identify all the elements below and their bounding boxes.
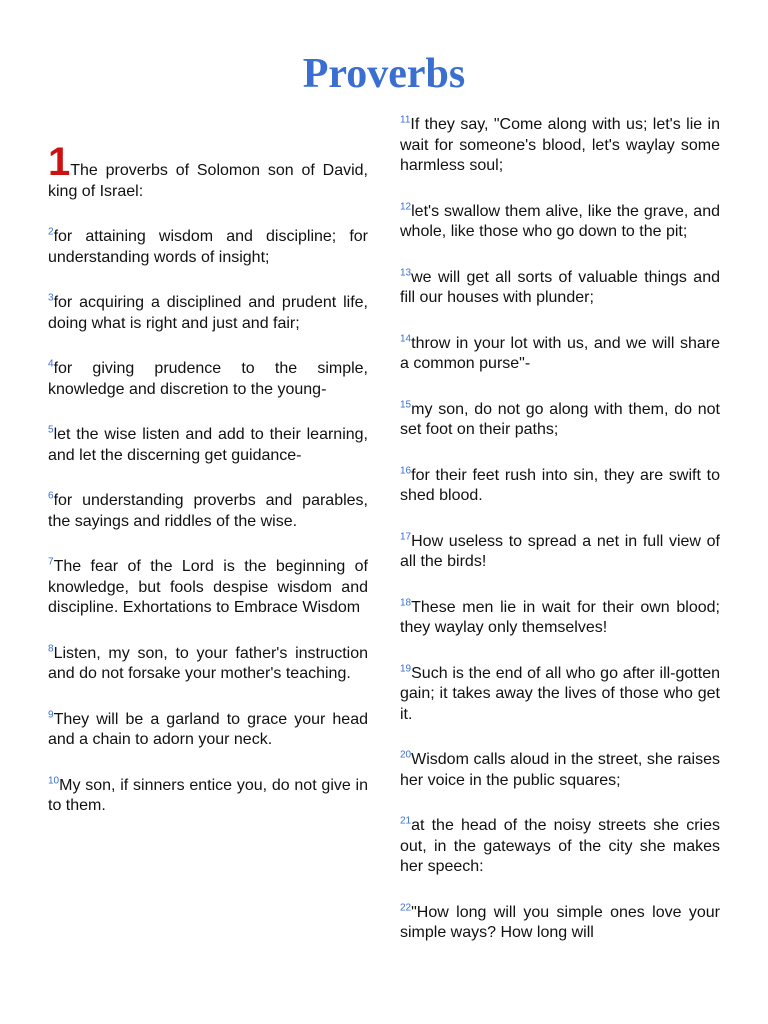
chapter-number: 1 bbox=[48, 140, 71, 184]
verse-text: "How long will you simple ones love your simple ways? How long will bbox=[400, 903, 720, 941]
verse-text: The proverbs of Solomon son of David, king of Israel: bbox=[48, 162, 368, 200]
verse-number: 11 bbox=[400, 115, 411, 126]
verse-text: Such is the end of all who go after ill-gotten gain; it takes away the lives of those who get it. bbox=[400, 664, 720, 723]
verse-number: 9 bbox=[48, 709, 54, 721]
verse-number: 6 bbox=[48, 490, 54, 502]
verse-number: 2 bbox=[48, 226, 54, 238]
verse-text: my son, do not go along with them, do not set foot on their paths; bbox=[400, 400, 720, 438]
verse-number: 4 bbox=[48, 358, 54, 370]
verse-12 bbox=[400, 202, 720, 243]
verse-13 bbox=[400, 268, 720, 309]
verse-text: for understanding proverbs and parables, the sayings and riddles of the wise. bbox=[48, 492, 368, 530]
verse-number: 12 bbox=[400, 201, 412, 213]
verse-3 bbox=[48, 293, 368, 334]
verse-number: 13 bbox=[400, 267, 412, 279]
verse-number: 16 bbox=[400, 465, 412, 477]
verse-1 bbox=[48, 140, 368, 202]
verse-number: 3 bbox=[48, 292, 54, 304]
verse-text: These men lie in wait for their own blood; they waylay only themselves! bbox=[400, 598, 720, 636]
verse-text: we will get all sorts of valuable things and fill our houses with plunder; bbox=[400, 268, 720, 306]
verse-22 bbox=[400, 903, 720, 944]
verse-16 bbox=[400, 466, 720, 507]
verse-number: 14 bbox=[400, 333, 412, 345]
verse-text: My son, if sinners entice you, do not give in to them. bbox=[48, 776, 368, 814]
verse-text: How useless to spread a net in full view of all the birds! bbox=[400, 532, 720, 570]
verse-14 bbox=[400, 334, 720, 375]
verse-text: let's swallow them alive, like the grave, and whole, like those who go down to the pit; bbox=[400, 202, 720, 240]
verse-text: If they say, "Come along with us; let's lie in wait for someone's blood, let's waylay some harmless soul; bbox=[400, 116, 720, 174]
verse-number: 21 bbox=[400, 815, 412, 827]
verse-number: 20 bbox=[400, 749, 412, 761]
page-title: Proverbs bbox=[302, 51, 466, 97]
verse-number: 15 bbox=[400, 399, 412, 411]
verse-15 bbox=[400, 400, 720, 441]
verse-text: let the wise listen and add to their learning, and let the discerning get guidance- bbox=[48, 426, 368, 464]
verse-9 bbox=[48, 710, 368, 751]
verse-text: at the head of the noisy streets she cries out, in the gateways of the city she makes her speech: bbox=[400, 817, 720, 875]
verse-text: for attaining wisdom and discipline; for understanding words of insight; bbox=[48, 228, 368, 266]
right-column bbox=[400, 115, 720, 965]
verse-number: 7 bbox=[48, 556, 54, 568]
verse-19 bbox=[400, 664, 720, 726]
verse-7 bbox=[48, 557, 368, 619]
verse-number: 8 bbox=[48, 643, 54, 655]
verse-number: 10 bbox=[48, 775, 60, 787]
verse-11 bbox=[400, 115, 720, 177]
verse-number: 5 bbox=[48, 424, 54, 436]
verse-10 bbox=[48, 776, 368, 817]
verse-21 bbox=[400, 816, 720, 878]
verse-number: 19 bbox=[400, 663, 412, 675]
left-column bbox=[48, 140, 368, 842]
verse-18 bbox=[400, 598, 720, 639]
verse-text: for their feet rush into sin, they are swift to shed blood. bbox=[400, 466, 720, 504]
verse-number: 17 bbox=[400, 531, 412, 543]
verse-number: 18 bbox=[400, 597, 412, 609]
verse-8 bbox=[48, 644, 368, 685]
verse-6 bbox=[48, 491, 368, 532]
verse-text: The fear of the Lord is the beginning of knowledge, but fools despise wisdom and discipline. Exhortations to Embrace Wisdom bbox=[48, 558, 368, 616]
verse-5 bbox=[48, 425, 368, 466]
verse-number: 22 bbox=[400, 902, 412, 914]
verse-20 bbox=[400, 750, 720, 791]
verse-text: Listen, my son, to your father's instruction and do not forsake your mother's teaching. bbox=[48, 644, 368, 682]
verse-text: throw in your lot with us, and we will share a common purse"- bbox=[400, 334, 720, 372]
verse-17 bbox=[400, 532, 720, 573]
verse-text: Wisdom calls aloud in the street, she raises her voice in the public squares; bbox=[400, 751, 720, 789]
verse-4 bbox=[48, 359, 368, 400]
verse-text: for acquiring a disciplined and prudent life, doing what is right and just and fair; bbox=[48, 294, 368, 332]
verse-text: They will be a garland to grace your head and a chain to adorn your neck. bbox=[48, 710, 368, 748]
verse-text: for giving prudence to the simple, knowledge and discretion to the young- bbox=[48, 360, 368, 398]
verse-2 bbox=[48, 227, 368, 268]
